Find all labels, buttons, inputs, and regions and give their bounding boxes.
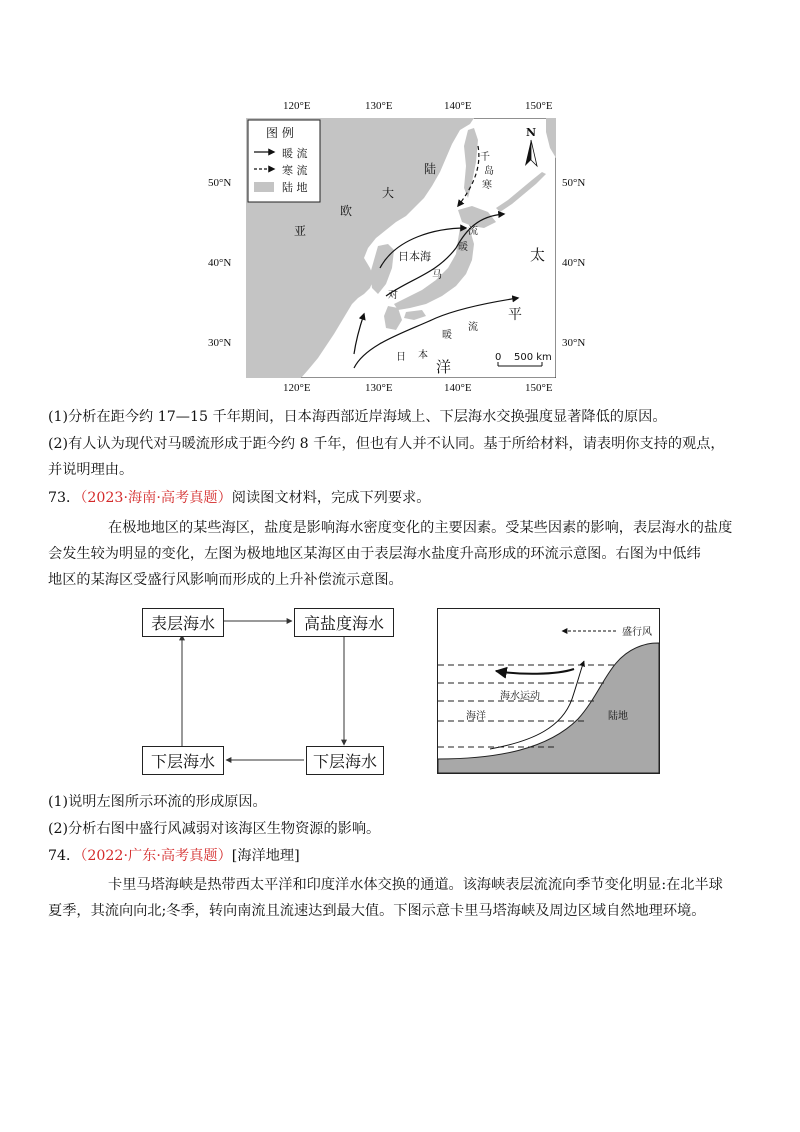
polar-circulation-diagram (140, 603, 400, 778)
current-char-8: 日 (396, 352, 406, 363)
q73-header (48, 486, 758, 510)
surface-water-motion-arrow (496, 669, 574, 674)
label-water-motion: 海水运动 (500, 691, 540, 702)
label-ou: 欧 (340, 204, 353, 218)
lon-label-130-bottom: 130°E (365, 382, 393, 394)
lat-label-30-right: 30°N (562, 337, 586, 349)
lon-label-140-top: 140°E (444, 100, 472, 112)
lat-label-50-right: 50°N (562, 177, 586, 189)
current-char-11: 流 (468, 322, 478, 333)
north-label: N (526, 126, 537, 139)
east-asia-currents-map (246, 118, 556, 378)
q73-source-tag: （2023·海南·高考真题） (80, 490, 232, 506)
q74-topic: [海洋地理] (231, 848, 300, 864)
label-da: 大 (382, 186, 395, 200)
scale-500km: 500 km (514, 352, 552, 363)
q73-sub2: (2)分析右图中盛行风减弱对该海区生物资源的影响。 (48, 821, 381, 837)
legend-warm: 暖 流 (282, 147, 308, 160)
lon-label-150-top: 150°E (525, 100, 553, 112)
lon-label-130-top: 130°E (365, 100, 393, 112)
label-sea-of-japan: 日本海 (398, 250, 431, 263)
current-char-1: 千 (480, 152, 490, 163)
lon-label-140-bottom: 140°E (444, 382, 472, 394)
node-lower-water-right: 下层海水 (306, 746, 384, 775)
legend-land: 陆 地 (282, 181, 308, 194)
q73-sub1: (1)说明左图所示环流的形成原因。 (48, 794, 267, 810)
q74-para-line2: 夏季，其流向向北;冬季，转向南流且流速达到最大值。下图示意卡里马塔海峡及周边区域自然地理环境。 (48, 903, 706, 919)
current-char-9: 本 (418, 350, 428, 361)
q73-para-line1: 在极地地区的某些海区，盐度是影响海水密度变化的主要因素。受某些因素的影响，表层海水的盐度 (108, 520, 733, 536)
current-char-5: 暖 (458, 242, 468, 253)
label-lu: 陆 (424, 162, 437, 176)
current-char-10: 暖 (442, 330, 452, 341)
node-surface-water: 表层海水 (142, 608, 224, 637)
q74-para-line1: 卡里马塔海峡是热带西太平洋和印度洋水体交换的通道。该海峡表层流流向季节变化明显:在北半球 (108, 877, 723, 893)
q74-header (48, 844, 758, 868)
current-char-2: 岛 (484, 166, 494, 177)
q72-sub2-line1: (2)有人认为现代对马暖流形成于距今约 8 千年，但也有人并不认同。基于所给材料，请表明你支持的观点， (48, 436, 725, 452)
lon-label-120-bottom: 120°E (283, 382, 311, 394)
label-yang: 洋 (436, 358, 452, 376)
upwelling-diagram (437, 608, 660, 774)
current-char-3: 寒 (482, 180, 492, 191)
lat-label-40-right: 40°N (562, 257, 586, 269)
q73-para-line2: 会发生较为明显的变化，左图为极地地区某海区由于表层海水盐度升高形成的环流示意图。右图为中低纬 (48, 546, 701, 562)
label-ya: 亚 (294, 224, 307, 238)
q72-sub1: (1)分析在距今约 17—15 千年期间，日本海西部近岸海域上、下层海水交换强度显著降低的原因。 (48, 409, 667, 425)
scale-zero: 0 (495, 352, 502, 363)
node-lower-water-left: 下层海水 (142, 746, 224, 775)
label-land: 陆地 (608, 711, 628, 722)
q73-number: 73． (48, 490, 81, 506)
lat-label-50-left: 50°N (208, 177, 232, 189)
q73-instruction: 阅读图文材料，完成下列要求。 (231, 490, 431, 506)
q72-sub2-line2: 并说明理由。 (48, 462, 134, 478)
q74-number: 74． (48, 848, 81, 864)
q73-para-line3: 地区的某海区受盛行风影响而形成的上升补偿流示意图。 (48, 572, 403, 588)
current-char-6: 马 (432, 270, 442, 281)
legend-cold: 寒 流 (282, 164, 308, 177)
current-char-7: 对 (388, 290, 398, 301)
label-ping: 平 (508, 307, 522, 323)
lat-label-30-left: 30°N (208, 337, 232, 349)
label-tai: 太 (530, 246, 546, 264)
label-prevailing-wind: 盛行风 (622, 627, 652, 638)
q74-source-tag: （2022·广东·高考真题） (80, 848, 232, 864)
node-high-salinity-water: 高盐度海水 (294, 608, 394, 637)
current-char-4: 流 (468, 226, 478, 237)
lat-label-40-left: 40°N (208, 257, 232, 269)
lon-label-150-bottom: 150°E (525, 382, 553, 394)
legend-title: 图 例 (266, 126, 294, 140)
label-ocean: 海洋 (466, 711, 486, 722)
lon-label-120-top: 120°E (283, 100, 311, 112)
